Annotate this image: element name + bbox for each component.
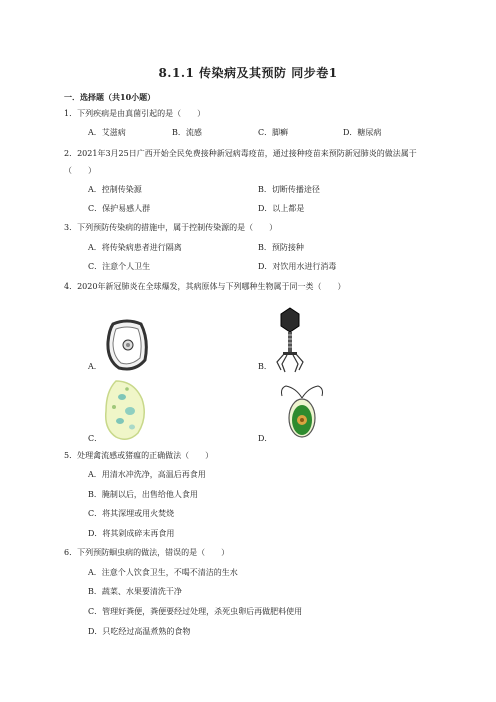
question-3-stem: 3．下列预防传染病的措施中，属于控制传染源的是（ ） xyxy=(64,223,278,232)
question-3-option-b[interactable]: B．预防接种 xyxy=(258,243,304,252)
question-4-option-c[interactable]: C． xyxy=(88,434,103,443)
question-1-option-b[interactable]: B．流感 xyxy=(172,128,202,137)
question-3-option-c[interactable]: C．注意个人卫生 xyxy=(88,262,151,271)
question-4-option-a[interactable]: A． xyxy=(88,362,102,371)
question-6-option-a[interactable]: A．注意个人饮食卫生，不喝不清洁的生水 xyxy=(88,568,238,577)
chlamydomonas-image xyxy=(276,382,328,442)
question-4-option-d[interactable]: D． xyxy=(258,434,273,443)
question-6-option-b[interactable]: B．蔬菜、水果要清洗干净 xyxy=(88,587,182,596)
question-1-option-d[interactable]: D．糖尿病 xyxy=(343,128,382,137)
question-1-option-a[interactable]: A．艾滋病 xyxy=(88,128,126,137)
question-4-option-b[interactable]: B． xyxy=(258,362,272,371)
question-1-stem: 1．下列疾病是由真菌引起的是（ ） xyxy=(64,109,206,118)
question-6-stem: 6．下列预防蛔虫病的做法，错误的是（ ） xyxy=(64,548,230,557)
question-2-stem: 2．2021年3月25日广西开始全民免费接种新冠病毒疫苗，通过接种疫苗来预防新冠肺炎的做法属于（ ） xyxy=(64,149,417,175)
question-3-option-a[interactable]: A．将传染病患者进行隔离 xyxy=(88,243,182,252)
question-2-option-a[interactable]: A．控制传染源 xyxy=(88,185,142,194)
question-5-option-b[interactable]: B．腌制以后，出售给他人食用 xyxy=(88,490,198,499)
bacteriophage-image xyxy=(272,306,308,374)
question-1-option-c[interactable]: C．脚癣 xyxy=(258,128,289,137)
question-4-stem: 4．2020年新冠肺炎在全球爆发，其病原体与下列哪种生物属于同一类（ ） xyxy=(64,282,346,291)
question-6-option-c[interactable]: C．管理好粪便，粪便要经过处理，杀死虫卵后再做肥料使用 xyxy=(88,607,303,616)
question-2-option-d[interactable]: D．以上都是 xyxy=(258,204,305,213)
cell-with-nucleus-image xyxy=(103,316,151,374)
question-2-option-b[interactable]: B．切断传播途径 xyxy=(258,185,320,194)
question-5-option-d[interactable]: D．将其剁成碎末再食用 xyxy=(88,529,175,538)
question-3-option-d[interactable]: D．对饮用水进行消毒 xyxy=(258,262,337,271)
question-5-option-a[interactable]: A．用清水冲洗净，高温后再食用 xyxy=(88,470,206,479)
document-title: 8.1.1 传染病及其预防 同步卷1 xyxy=(158,66,338,80)
question-2-option-c[interactable]: C．保护易感人群 xyxy=(88,204,151,213)
question-5-stem: 5．处理禽流感或猪瘟的正确做法（ ） xyxy=(64,451,214,460)
section-heading: 一．选择题（共10小题） xyxy=(64,92,156,102)
question-5-option-c[interactable]: C．将其深埋或用火焚烧 xyxy=(88,509,175,518)
question-6-option-d[interactable]: D．只吃经过高温煮熟的食物 xyxy=(88,627,191,636)
paramecium-image xyxy=(100,377,152,443)
